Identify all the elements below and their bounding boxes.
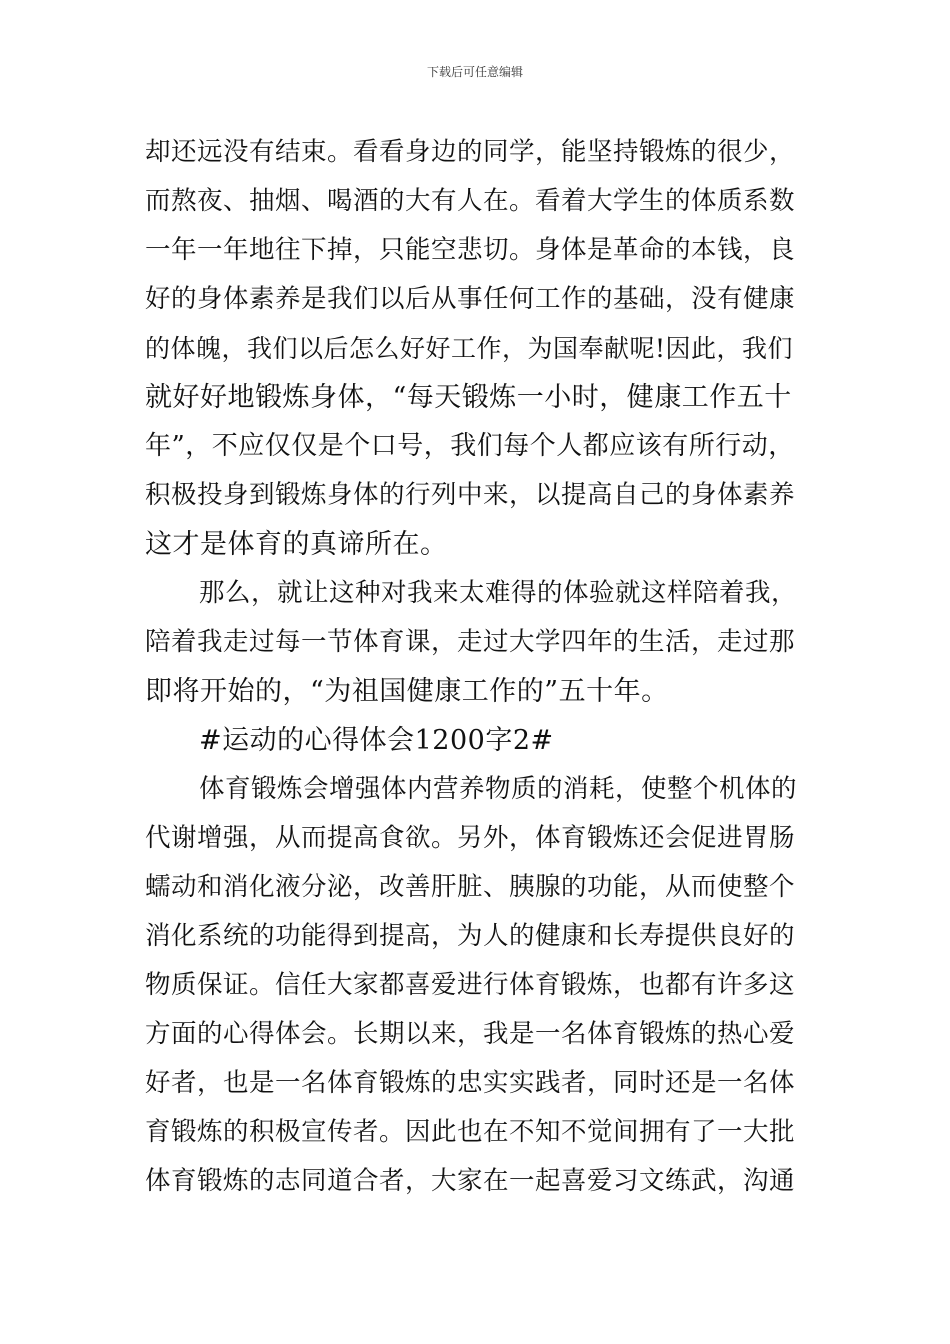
page-header: 下载后可任意编辑: [426, 65, 523, 79]
text-line: 那么，就让这种对我来太难得的体验就这样陪着我，: [199, 578, 798, 608]
text-line: 积极投身到锻炼身体的行列中来，以提高自己的身体素养: [145, 480, 796, 510]
text-line: 的体魄，我们以后怎么好好工作，为国奉献呢!因此，我们: [145, 334, 794, 363]
text-line: 好的身体素养是我们以后从事任何工作的基础，没有健康: [145, 284, 796, 314]
text-line: 代谢增强，从而提高食欲。另外，体育锻炼还会促进胃肠: [145, 823, 796, 853]
text-line: 蠕动和消化液分泌，改善肝脏、胰腺的功能，从而使整个: [145, 872, 796, 902]
document-body: [145, 128, 805, 1206]
text-line: 物质保证。信任大家都喜爱进行体育锻炼，也都有许多这: [145, 970, 796, 1000]
text-line: 却还远没有结束。看看身边的同学，能坚持锻炼的很少，: [145, 137, 796, 167]
text-line: 好者，也是一名体育锻炼的忠实实践者，同时还是一名体: [145, 1068, 796, 1098]
text-line: 即将开始的，“为祖国健康工作的”五十年。: [145, 676, 669, 707]
text-line: 就好好地锻炼身体，“每天锻炼一小时，健康工作五十: [145, 382, 792, 413]
text-line: 年”，不应仅仅是个口号，我们每个人都应该有所行动，: [145, 431, 795, 461]
text-line: 一年一年地往下掉，只能空悲切。身体是革命的本钱，良: [145, 235, 796, 265]
text-line: 体育锻炼会增强体内营养物质的消耗，使整个机体的: [199, 774, 798, 804]
text-line: 体育锻炼的志同道合者，大家在一起喜爱习文练武，沟通: [145, 1166, 796, 1196]
text-line: 方面的心得体会。长期以来，我是一名体育锻炼的热心爱: [145, 1019, 796, 1049]
text-line: #运动的心得体会1200字2#: [199, 725, 554, 756]
text-line: 这才是体育的真谛所在。: [145, 529, 448, 560]
text-line: 陪着我走过每一节体育课，走过大学四年的生活，走过那: [145, 627, 796, 657]
text-line: 育锻炼的积极宣传者。因此也在不知不觉间拥有了一大批: [145, 1117, 796, 1147]
text-line: 而熬夜、抽烟、喝酒的大有人在。看着大学生的体质系数: [145, 186, 796, 216]
text-line: 消化系统的功能得到提高，为人的健康和长寿提供良好的: [145, 921, 796, 951]
